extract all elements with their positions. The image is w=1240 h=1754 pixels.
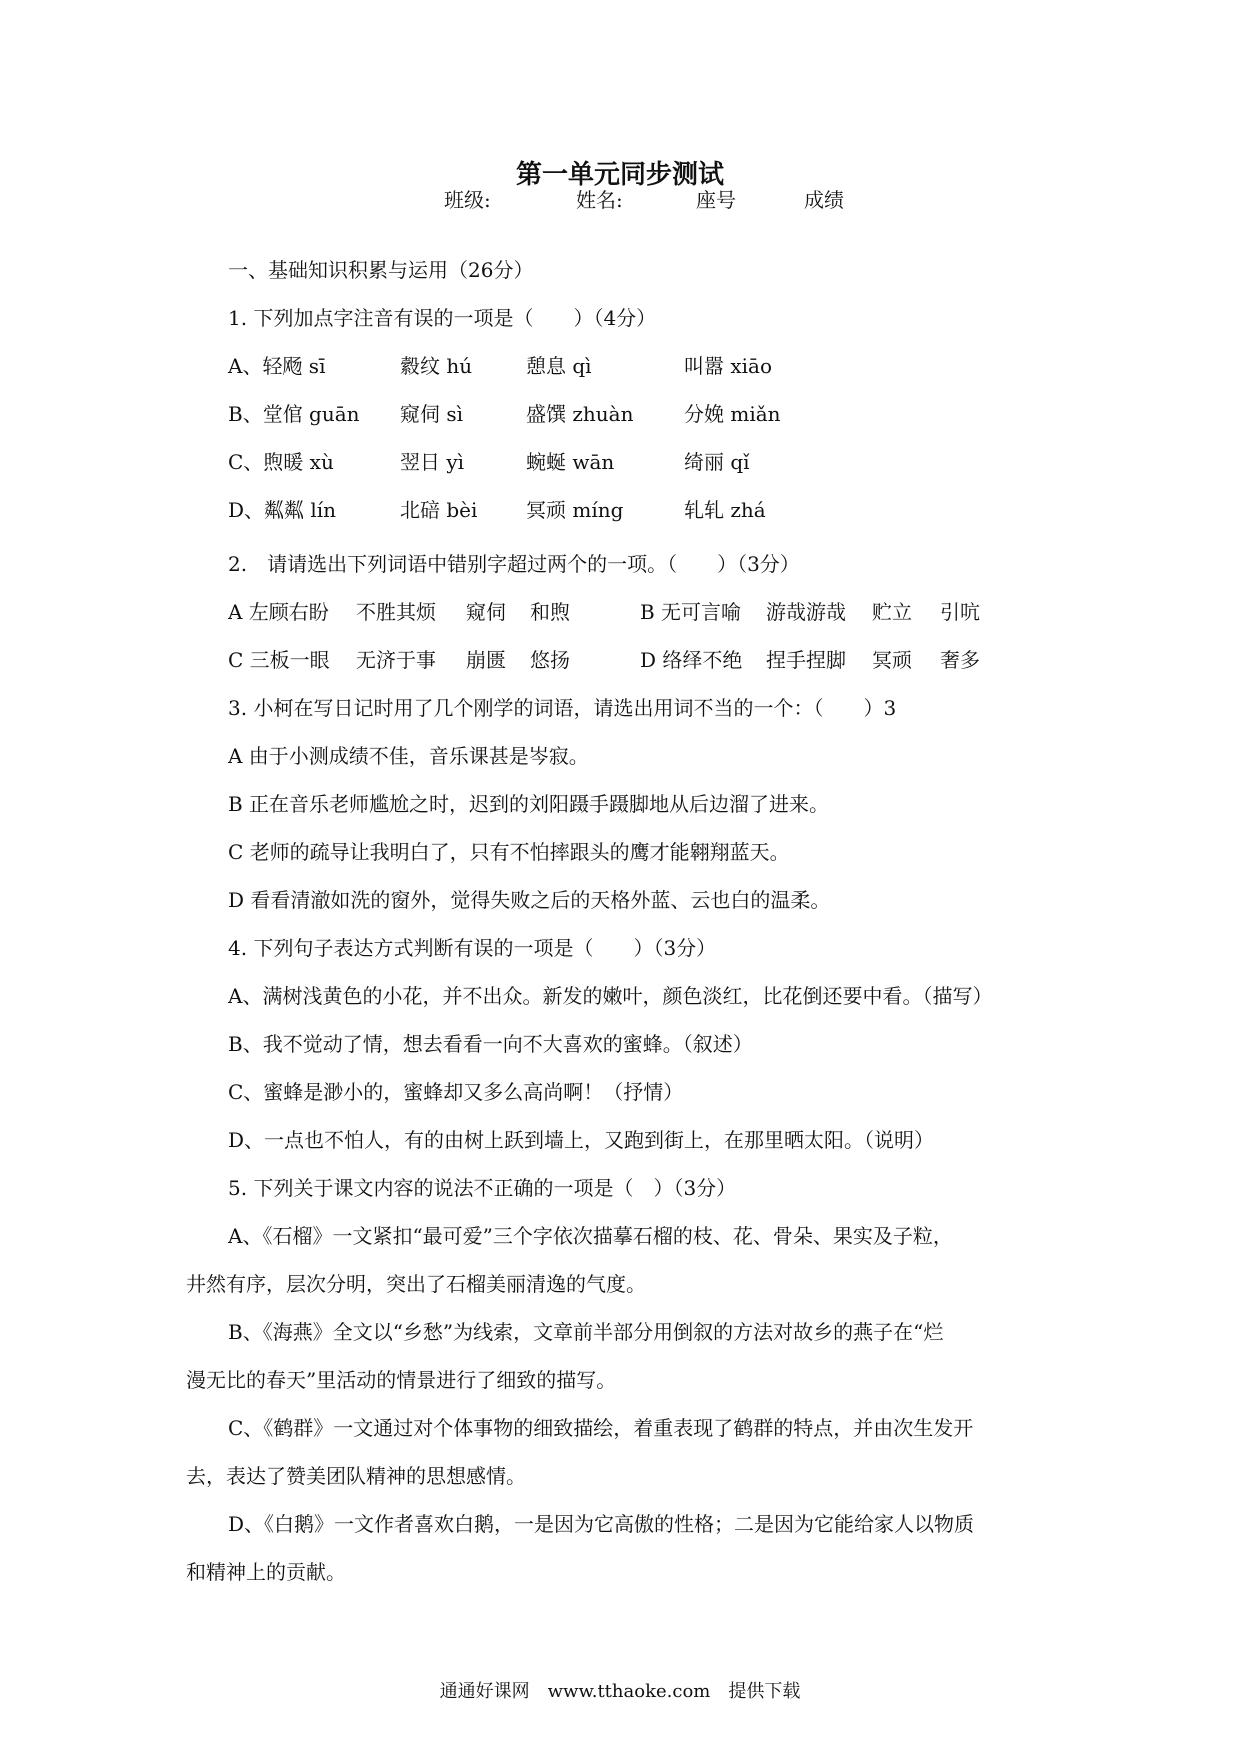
page-title: 第一单元同步测试 <box>515 160 724 190</box>
q5-option-d-line-2: 和精神上的贡献。 <box>186 1560 346 1584</box>
q2-option-a-4: 和煦 <box>530 600 570 624</box>
q1-option-c-3: 蜿蜒 wān <box>526 450 615 474</box>
q2-option-b-1: B 无可言喻 <box>640 600 742 624</box>
q4-option-c: C、蜜蜂是渺小的，蜜蜂却又多么高尚啊！（抒情） <box>228 1080 684 1104</box>
q1-option-b-4: 分娩 miǎn <box>684 402 781 426</box>
q2-option-b-3: 贮立 <box>872 600 912 624</box>
q2-option-c-2: 无济于事 <box>356 648 436 672</box>
section-heading: 一、基础知识积累与运用（26分） <box>228 258 534 282</box>
q2-option-c-1: C 三板一眼 <box>228 648 330 672</box>
q5-option-a-line-1: A、《石榴》一文紧扣“最可爱”三个字依次描摹石榴的枝、花、骨朵、果实及子粒， <box>228 1224 953 1248</box>
question-3-stem: 3. 小柯在写日记时用了几个刚学的词语，请选出用词不当的一个：（ ）3 <box>228 696 897 720</box>
q5-option-c-line-2: 去，表达了赞美团队精神的思想感情。 <box>186 1464 526 1488</box>
q5-option-c-line-1: C、《鹤群》一文通过对个体事物的细致描绘，着重表现了鹤群的特点，并由次生发开 <box>228 1416 974 1440</box>
q2-option-c-3: 崩匮 <box>466 648 506 672</box>
q2-option-c-4: 悠扬 <box>530 648 570 672</box>
q2-option-d-3: 冥顽 <box>872 648 912 672</box>
q5-option-d-line-1: D、《白鹅》一文作者喜欢白鹅，一是因为它高傲的性格；二是因为它能给家人以物质 <box>228 1512 975 1536</box>
q1-option-a-3: 憩息 qì <box>526 354 592 378</box>
q1-option-b-1: B、堂倌 guān <box>228 402 360 426</box>
q1-option-a-1: A、轻飏 sī <box>228 354 326 378</box>
class-label: 班级: <box>444 188 491 212</box>
q1-option-d-3: 冥顽 míng <box>526 498 624 522</box>
q5-option-a-line-2: 井然有序，层次分明，突出了石榴美丽清逸的气度。 <box>186 1272 646 1296</box>
score-label: 成绩 <box>804 188 844 212</box>
q4-option-d: D、一点也不怕人，有的由树上跃到墙上，又跑到街上，在那里晒太阳。（说明） <box>228 1128 935 1152</box>
q2-option-a-1: A 左顾右盼 <box>228 600 329 624</box>
seat-label: 座号 <box>696 188 736 212</box>
q2-option-d-2: 捏手捏脚 <box>766 648 846 672</box>
q5-option-b-line-1: B、《海燕》全文以“乡愁”为线索，文章前半部分用倒叙的方法对故乡的燕子在“烂 <box>228 1320 944 1344</box>
q3-option-d: D 看看清澈如洗的窗外，觉得失败之后的天格外蓝、云也白的温柔。 <box>228 888 831 912</box>
q4-option-b: B、我不觉动了情，想去看看一向不大喜欢的蜜蜂。（叙述） <box>228 1032 753 1056</box>
q1-option-c-2: 翌日 yì <box>400 450 465 474</box>
q2-option-a-3: 窥伺 <box>466 600 506 624</box>
question-5-stem: 5. 下列关于课文内容的说法不正确的一项是（ ）（3分） <box>228 1176 737 1200</box>
question-2-stem: 2. 请请选出下列词语中错别字超过两个的一项。（ ）（3分） <box>228 552 800 576</box>
q3-option-b: B 正在音乐老师尴尬之时，迟到的刘阳蹑手蹑脚地从后边溜了进来。 <box>228 792 830 816</box>
q4-option-a: A、满树浅黄色的小花，并不出众。新发的嫩叶，颜色淡红，比花倒还要中看。（描写） <box>228 984 993 1008</box>
q3-option-c: C 老师的疏导让我明白了，只有不怕摔跟头的鹰才能翱翔蓝天。 <box>228 840 790 864</box>
q1-option-a-2: 縠纹 hú <box>400 354 473 378</box>
q1-option-d-2: 北碚 bèi <box>400 498 478 522</box>
q1-option-b-2: 窥伺 sì <box>400 402 464 426</box>
q1-option-c-4: 绮丽 qǐ <box>684 450 750 474</box>
question-1-stem: 1. 下列加点字注音有误的一项是（ ）（4分） <box>228 306 657 330</box>
q1-option-d-4: 轧轧 zhá <box>684 498 766 522</box>
q2-option-d-4: 奢多 <box>940 648 980 672</box>
question-4-stem: 4. 下列句子表达方式判断有误的一项是（ ）（3分） <box>228 936 717 960</box>
q3-option-a: A 由于小测成绩不佳，音乐课甚是岑寂。 <box>228 744 589 768</box>
q2-option-b-2: 游哉游哉 <box>766 600 846 624</box>
q1-option-b-3: 盛馔 zhuàn <box>526 402 634 426</box>
q2-option-d-1: D 络绎不绝 <box>640 648 743 672</box>
q2-option-b-4: 引吭 <box>940 600 980 624</box>
page-footer: 通通好课网 www.tthaoke.com 提供下载 <box>439 1681 801 1702</box>
q2-option-a-2: 不胜其烦 <box>356 600 436 624</box>
q1-option-a-4: 叫嚣 xiāo <box>684 354 772 378</box>
q5-option-b-line-2: 漫无比的春天”里活动的情景进行了细致的描写。 <box>186 1368 617 1392</box>
q1-option-d-1: D、粼粼 lín <box>228 498 337 522</box>
name-label: 姓名: <box>576 188 623 212</box>
q1-option-c-1: C、煦暖 xù <box>228 450 334 474</box>
